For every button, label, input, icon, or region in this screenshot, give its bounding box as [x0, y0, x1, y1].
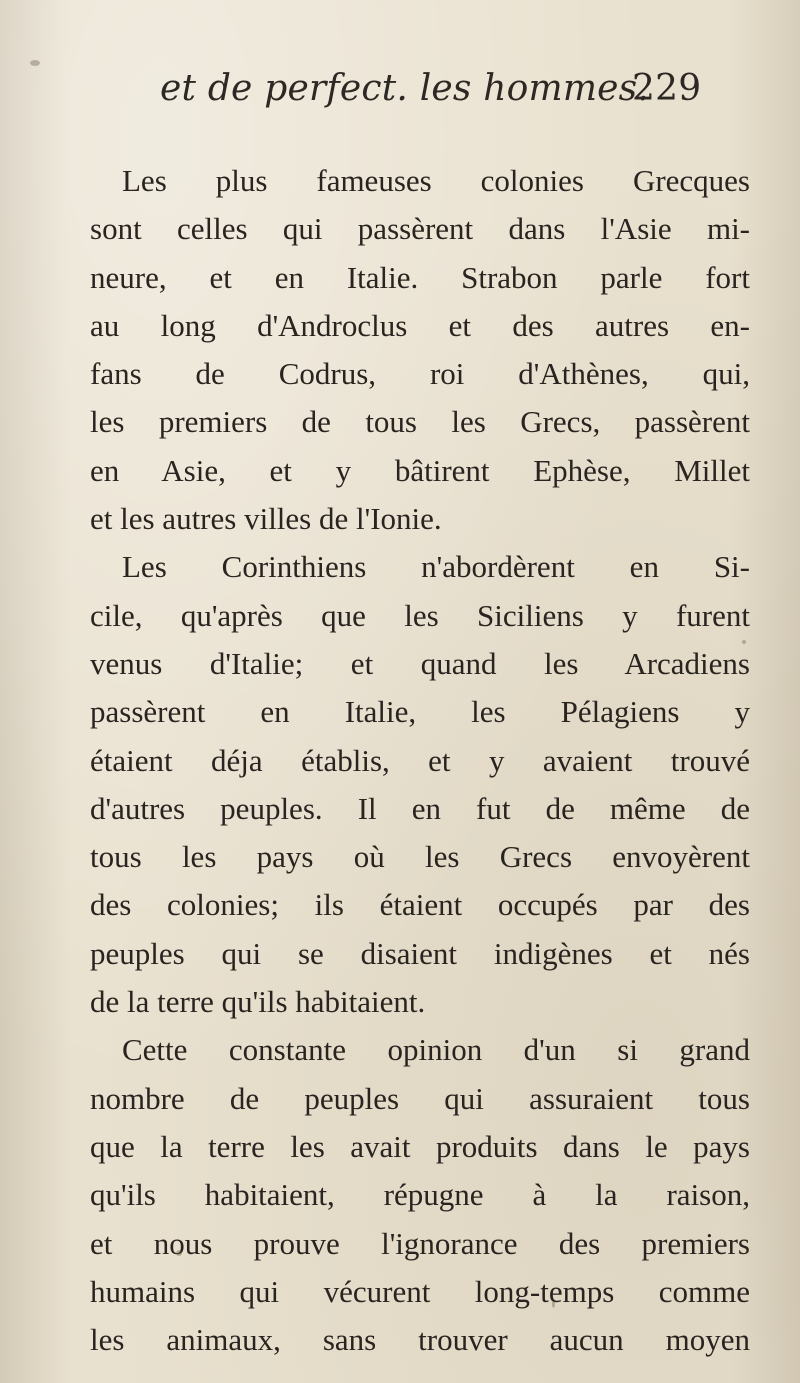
page-number: 229 [632, 68, 702, 109]
paper-speck [742, 640, 746, 644]
text-line: venus d'Italie; et quand les Arcadiens [90, 645, 750, 681]
text-line: d'autres peuples. Il en fut de même de [90, 790, 750, 826]
running-title: et de perfect. les hommes. [160, 68, 650, 109]
text-line: Cette constante opinion d'un si grand [122, 1032, 750, 1068]
text-line: et nous prouve l'ignorance des premiers [90, 1225, 750, 1261]
text-line: passèrent en Italie, les Pélagiens y [90, 694, 750, 730]
text-line: peuples qui se disaient indigènes et nés [90, 935, 750, 971]
text-line: tous les pays où les Grecs envoyèrent [90, 839, 750, 875]
text-line: nombre de peuples qui assuraient tous [90, 1080, 750, 1116]
text-line: au long d'Androclus et des autres en- [90, 307, 750, 343]
text-line: des colonies; ils étaient occupés par des [90, 887, 750, 923]
paper-speck [176, 1250, 182, 1256]
text-line: sont celles qui passèrent dans l'Asie mi- [90, 211, 750, 247]
text-line: en Asie, et y bâtirent Ephèse, Millet [90, 452, 750, 488]
text-line: humains qui vécurent long-temps comme [90, 1273, 750, 1309]
text-line: Les Corinthiens n'abordèrent en Si- [122, 549, 750, 585]
text-line: que la terre les avait produits dans le pays [90, 1128, 750, 1164]
text-line: cile, qu'après que les Siciliens y furent [90, 597, 750, 633]
body-text [90, 157, 750, 1364]
text-line: fans de Codrus, roi d'Athènes, qui, [90, 356, 750, 392]
text-line: et les autres villes de l'Ionie. [90, 501, 442, 537]
text-line: de la terre qu'ils habitaient. [90, 984, 426, 1020]
text-line: qu'ils habitaient, répugne à la raison, [90, 1177, 750, 1213]
text-line: étaient déja établis, et y avaient trouvé [90, 742, 750, 778]
running-header [160, 68, 702, 109]
paper-speck [552, 1300, 555, 1308]
text-line: neure, et en Italie. Strabon parle fort [90, 259, 750, 295]
text-line: les animaux, sans trouver aucun moyen [90, 1322, 750, 1358]
paper-speck [30, 60, 40, 66]
text-line: les premiers de tous les Grecs, passèrent [90, 404, 750, 440]
text-line: Les plus fameuses colonies Grecques [122, 163, 750, 198]
